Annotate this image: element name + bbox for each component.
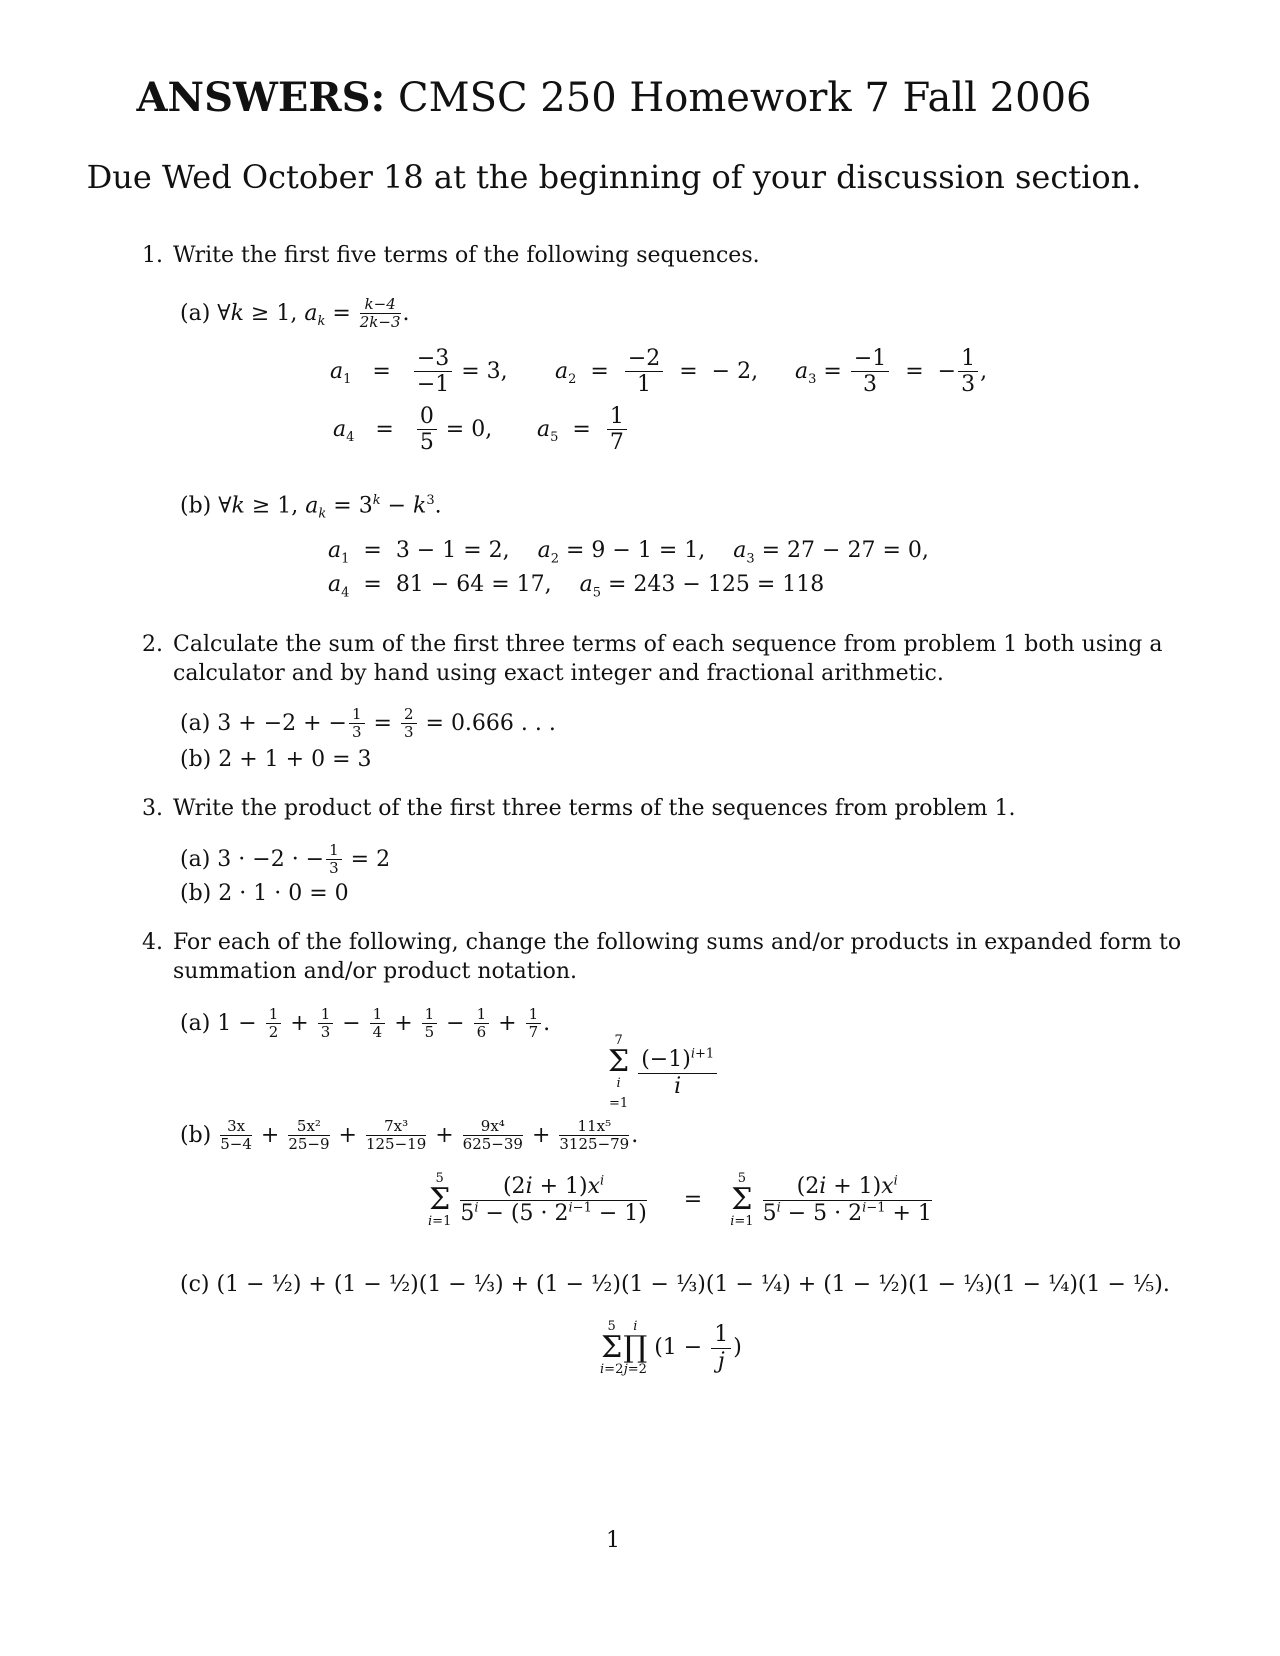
- q3-text: Write the product of the first three terms of the sequences from problem 1.: [173, 796, 1016, 821]
- q1b-label: (b): [180, 493, 212, 519]
- title-bold: ANSWERS:: [136, 74, 386, 121]
- q3b-label: (b): [180, 881, 212, 906]
- q4b-statement: (b) $\frac{3x}{5-4}$ + $\frac{\text{5x²}}{25-9}$ + $\frac{\text{7x³}}{125-19}$ + $\frac{\text{9x⁴}}{625-39}$ + $\frac{\text{11x⁵}}{3125-79}$ .: [180, 1117, 639, 1154]
- title-rest: CMSC 250 Homework 7 Fall 2006: [398, 75, 1092, 121]
- q2b-expr: 2 + 1 + 0 = 3: [218, 747, 372, 772]
- q4-line2: summation and/or product notation.: [173, 959, 578, 984]
- q3b-expr: 2 · 1 · 0 = 0: [218, 881, 349, 906]
- q1a-a3: $a_3$ = $\frac{-1}{3}$ = − $\frac{1}{3}$ ,: [795, 346, 988, 398]
- q4c-expr: (1 − ½) + (1 − ½)(1 − ⅓) + (1 − ½)(1 − ⅓)(1 − ¼) + (1 − ½)(1 − ⅓)(1 − ¼)(1 − ⅕).: [216, 1272, 1170, 1297]
- q2-line2: calculator and by hand using exact integer and fractional arithmetic.: [173, 661, 944, 686]
- page-title: [0, 74, 1228, 121]
- q4-line1: For each of the following, change the following sums and/or products in expanded form to: [173, 930, 1182, 955]
- q3b: [180, 879, 349, 909]
- q2b-label: (b): [180, 747, 212, 772]
- q3a: (a) 3 · −2 · − $\frac{1}{3}$ = 2: [180, 841, 391, 878]
- due-line: Due Wed October 18 at the beginning of your discussion section.: [86, 158, 1142, 196]
- q4c-statement: [180, 1270, 1170, 1300]
- q2a-decimal: 0.666 . . .: [450, 710, 556, 736]
- q1b-row2: $a_4 = 81 - 64 = 17$, $a_5 = 243 - 125 = 118$: [328, 572, 825, 601]
- q4a-statement: (a) 1 − $\frac{1}{2}$ + $\frac{1}{3}$ − $\frac{1}{4}$ + $\frac{1}{5}$ − $\frac{1}{6}$ + $\frac{1}{7}$ .: [180, 1005, 551, 1042]
- q2-number: 2.: [142, 632, 163, 657]
- q2a: (a) 3 + −2 + − $\frac{1}{3}$ = $\frac{2}{3}$ = 0.666 . . .: [180, 705, 556, 742]
- q3-number: 3.: [142, 796, 163, 821]
- q4-number: 4.: [142, 930, 163, 955]
- q4b-label: (b): [180, 1122, 212, 1148]
- q3a-label: (a): [180, 846, 211, 872]
- q2-line1: Calculate the sum of the first three terms of each sequence from problem 1 both using a: [173, 632, 1163, 657]
- q1b-row1: $a_1 = 3 - 1 = 2$, $a_2 = 9 - 1 = 1$, $a_3 = 27 - 27 = 0$,: [328, 538, 929, 567]
- q1a-label: (a): [180, 300, 211, 326]
- q4c-label: (c): [180, 1272, 210, 1297]
- q1-text: Write the first five terms of the following sequences.: [173, 243, 760, 268]
- q1b-statement: (b) ∀k ≥ 1, $a_k = 3^k - k^3$.: [180, 493, 442, 522]
- q1-number: 1.: [142, 243, 163, 268]
- q4a-label: (a): [180, 1010, 211, 1036]
- q2b: [180, 745, 372, 775]
- q1a-row2: $a_4$ = $\frac{0}{5}$ = 0,: [333, 404, 493, 456]
- q1a-statement: (a) ∀k ≥ 1, $a_k$ = $\frac{k-4}{2k-3}$ .: [180, 295, 410, 332]
- page-number: 1: [606, 1528, 620, 1553]
- q4a-answer: 7 Σ i =1 $\frac{(-1)^{i+1}}{i}$: [608, 1034, 719, 1112]
- q1a-row1: $a_1$ = $\frac{-3}{-1}$ = 3,: [330, 346, 508, 398]
- q1a-a5: $a_5$ = $\frac{1}{7}$: [537, 404, 629, 456]
- q4b-answer: 5 Σ i=1 $\frac{(2i + 1)x^i}{5^i - (5 \cdot 2^{i-1} - 1)}$ = 5 Σ i=1 $\frac{(2i + 1)x^i}{5^i - 5 \cdot 2^{i-1} + 1}$: [428, 1171, 932, 1229]
- q1a-a2: $a_2$ = $\frac{-2}{1}$ = − 2,: [555, 346, 759, 398]
- q4c-answer: 5 Σ i=2 i ∏ j=2 (1 − $\frac{1}{j}$ ): [600, 1319, 742, 1377]
- q2a-label: (a): [180, 710, 211, 736]
